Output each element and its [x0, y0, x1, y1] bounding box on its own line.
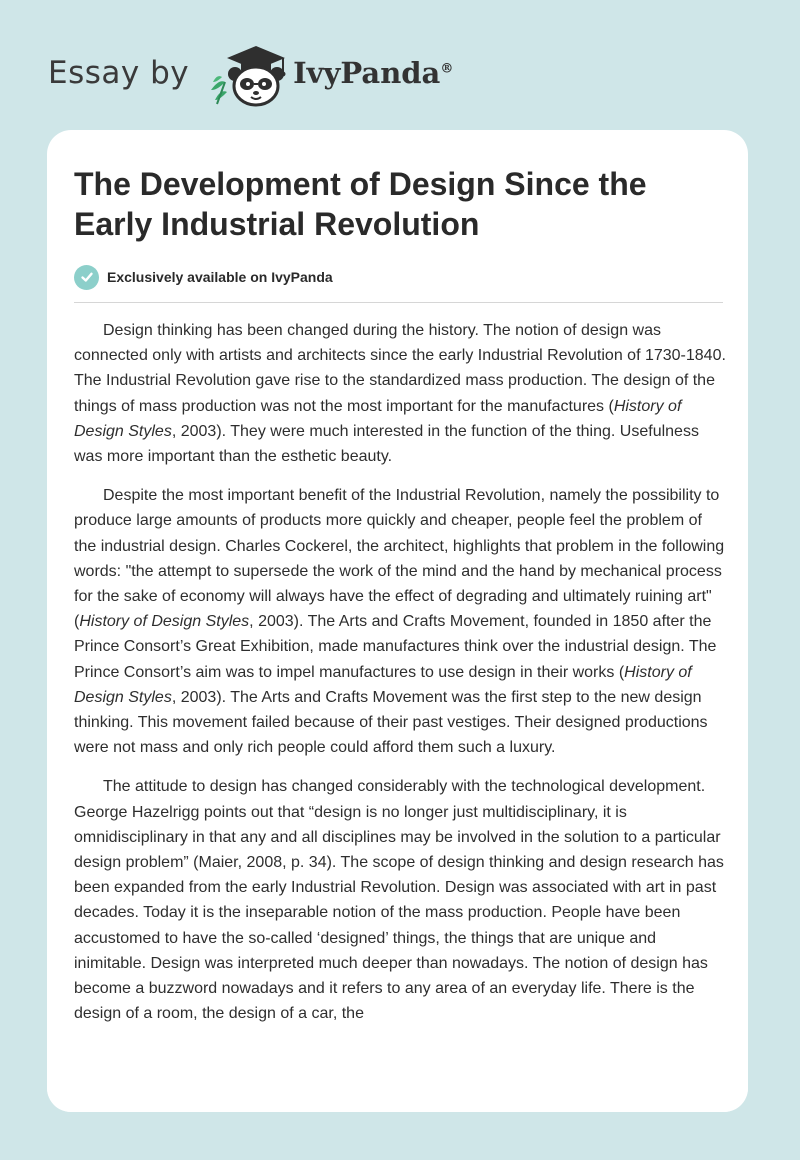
brand-prefix: Essay by [48, 55, 190, 91]
citation-italic: History of Design Styles [79, 613, 250, 631]
text-run: The attitude to design has changed considerably with the technological development. George Hazelrigg points out that “design is no longer just multidisciplinary, it is omnidisciplinary in that any and all disciplines may be involved in the solution to a particular design problem” (Maier, 2008, p. 34). The scope of design thinking and design research has been expanded from the early Industrial Revolution. Design was associated with art in past decades. Today it is the inseparable notion of the mass production. People have been accustomed to have the so-called ‘designed’ things, the things that are unique and inimitable. Design was interpreted much deeper than nowadays. The notion of design has become a buzzword nowadays and it refers to any area of an everyday life. There is the design of a room, the design of a car, the [74, 778, 724, 1023]
content-fade [47, 1022, 748, 1112]
citation-italic: History of Design Styles [74, 397, 682, 440]
essay-paragraph [74, 774, 726, 1026]
essay-card [47, 130, 748, 1112]
brand-header[interactable] [48, 38, 453, 108]
essay-paragraph [74, 318, 726, 469]
checkmark-icon [74, 265, 99, 290]
exclusive-badge-text: Exclusively available on IvyPanda [107, 269, 333, 285]
essay-paragraph [74, 483, 726, 760]
divider [74, 302, 723, 303]
text-run: , 2003). The Arts and Crafts Movement, founded in 1850 after the Prince Consort’s Great Exhibition, made manufactures think over the industrial design. The Prince Consort’s aim was to impel manufactures to use design in their works ( [74, 613, 717, 681]
text-run: , 2003). They were much interested in the function of the thing. Usefulness was more important than the esthetic beauty. [74, 422, 699, 466]
exclusive-badge [74, 264, 333, 290]
text-run: Design thinking has been changed during the history. The notion of design was connected only with artists and architects since the early Industrial Revolution of 1730-1840. The Industrial Revolution gave rise to the standardized mass production. The design of the things of mass production was not the most important for the manufactures ( [74, 322, 726, 415]
panda-graduate-logo-icon [207, 38, 289, 108]
text-run: , 2003). The Arts and Crafts Movement was the first step to the new design thinking. This movement failed because of their past vestiges. Their designed productions were not mass and only rich people could afford them such a luxury. [74, 688, 708, 757]
essay-body [74, 318, 726, 1040]
brand-name: IvyPanda® [293, 56, 454, 90]
text-run: Despite the most important benefit of the Industrial Revolution, namely the possibility to produce large amounts of products more quickly and cheaper, people feel the problem of the industrial design. Charles Cockerel, the architect, highlights that problem in the following words: "the attempt to supersede the work of the mind and the hand by mechanical process for the sake of economy will always have the effect of degrading and ultimately ruining art" ( [74, 487, 725, 631]
citation-italic: History of Design Styles [74, 663, 692, 706]
essay-title: The Development of Design Since the Early Industrial Revolution [74, 166, 647, 242]
